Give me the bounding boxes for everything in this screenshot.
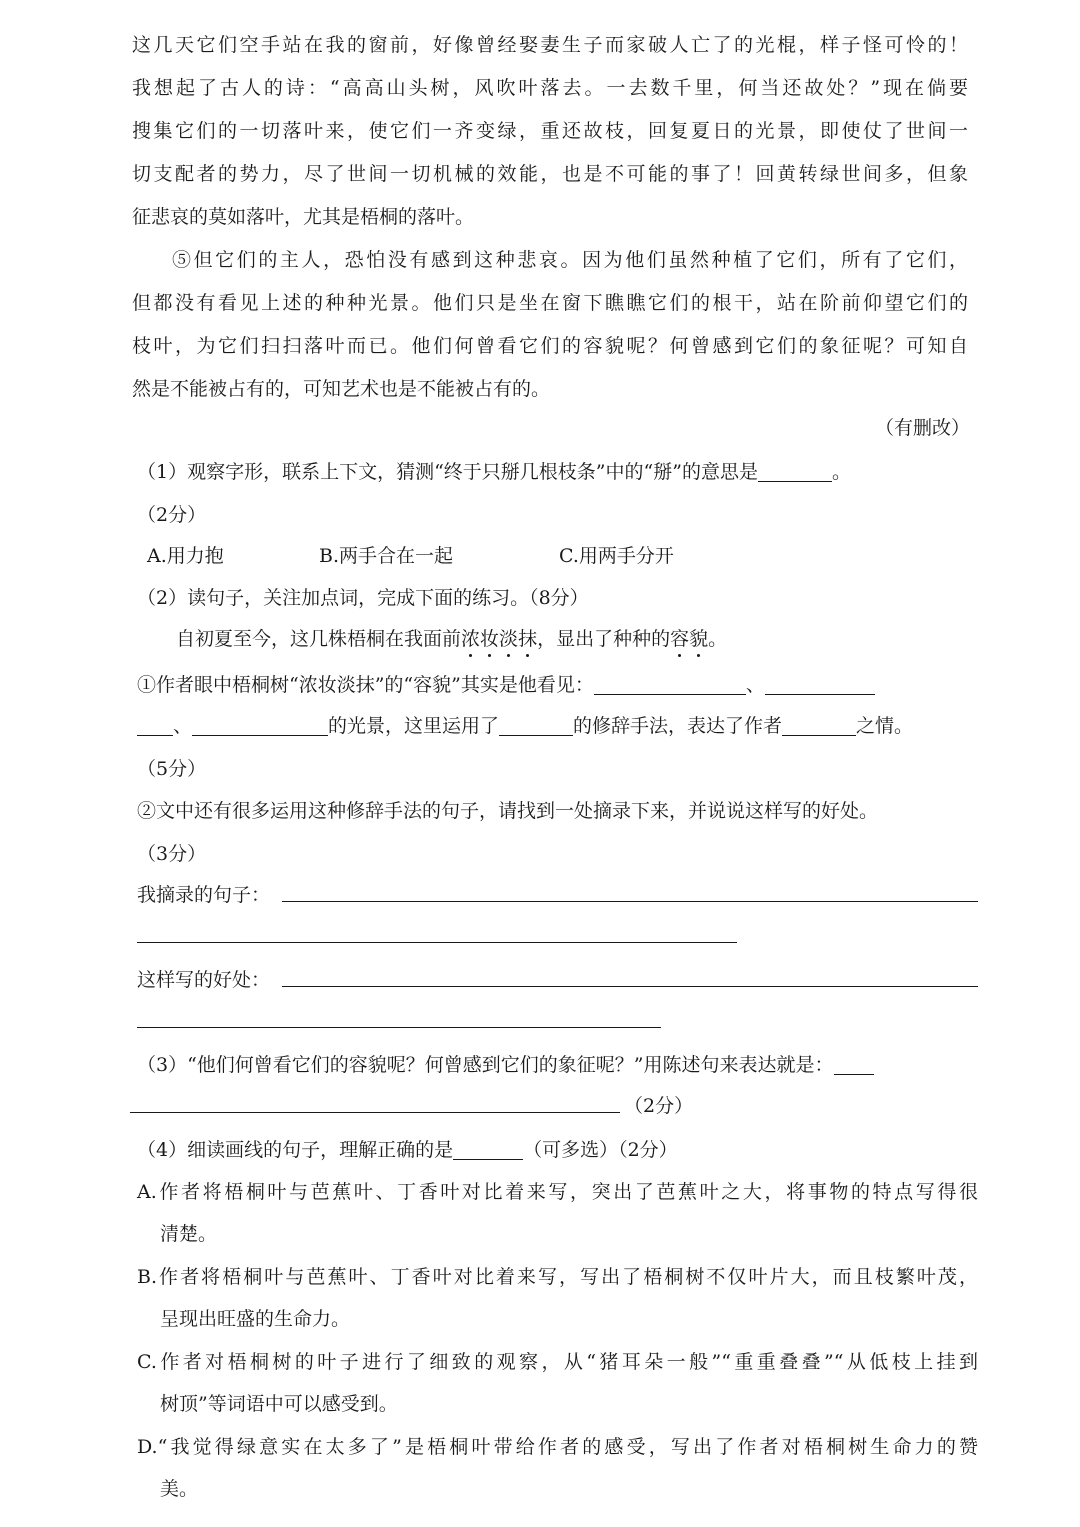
question-4-option-d: D.“我觉得绿意实在太多了”是梧桐叶带给作者的感受，写出了作者对梧桐树生命力的赞: [137, 1436, 978, 1458]
question-4-stem: （4）细读画线的句子，理解正确的是 （可多选）（2分）: [137, 1139, 678, 1161]
paragraph-5-line: 但都没有看见上述的种种光景。他们只是坐在窗下瞧瞧它们的根干，站在阶前仰望它们的: [132, 292, 968, 314]
question-2-sub1: ①作者眼中梧桐树“浓妆淡抹”的“容貌”其实是他看见： 、: [137, 670, 875, 697]
passage-line: 这几天它们空手站在我的窗前，好像曾经娶妻生子而家破人亡了的光棍，样子怪可怜的！: [132, 34, 968, 56]
question-4-option-c: C.作者对梧桐树的叶子进行了细致的观察，从“猪耳朵一般”“重重叠叠”“从低枝上挂到: [137, 1351, 978, 1373]
question-2-sub1-cont: 、 的光景，这里运用了 的修辞手法，表达了作者 之情。: [137, 711, 913, 738]
answer-blank[interactable]: [499, 713, 573, 736]
question-3-score: （2分）: [624, 1095, 694, 1117]
question-2-sub2-score: （3分）: [137, 843, 207, 865]
question-4-option-b: B.作者将梧桐叶与芭蕉叶、丁香叶对比着来写，写出了梧桐树不仅叶片大，而且枝繁叶茂，: [137, 1266, 978, 1288]
abridged-note: （有删改）: [874, 417, 970, 439]
answer-blank[interactable]: [192, 713, 328, 736]
answer-blank[interactable]: [137, 713, 173, 736]
question-4-option-a: A.作者将梧桐叶与芭蕉叶、丁香叶对比着来写，突出了芭蕉叶之大，将事物的特点写得很: [137, 1181, 978, 1203]
question-1-options: [147, 541, 674, 568]
answer-blank[interactable]: [758, 459, 832, 482]
question-4-option-a-cont: 清楚。: [160, 1223, 218, 1245]
paragraph-5-line: 然是不能被占有的，可知艺术也是不能被占有的。: [132, 378, 551, 400]
passage-line: 切支配者的势力，尽了世间一切机械的效能，也是不可能的事了！回黄转绿世间多，但象: [132, 163, 968, 185]
question-4-option-d-cont: 美。: [160, 1478, 199, 1500]
question-2-sub1-score: （5分）: [137, 758, 207, 780]
question-1-stem: （1）观察字形，联系上下文，猜测“终于只掰几根枝条”中的“掰”的意思是 。: [137, 461, 851, 483]
benefit-line[interactable]: [137, 1027, 661, 1028]
question-4-option-c-cont: 树顶”等词语中可以感受到。: [160, 1393, 398, 1415]
excerpt-line[interactable]: [137, 942, 737, 943]
passage-line: 搜集它们的一切落叶来，使它们一齐变绿，重还故枝，回复夏日的光景，即使仗了世间一: [132, 120, 968, 142]
question-3-stem: （3）“他们何曾看它们的容貌呢？何曾感到它们的象征呢？”用陈述句来表达就是：: [137, 1050, 874, 1077]
question-4-option-b-cont: 呈现出旺盛的生命力。: [160, 1308, 351, 1330]
benefit-line[interactable]: [282, 986, 978, 987]
answer-blank[interactable]: [765, 672, 875, 695]
answer-blank[interactable]: [453, 1137, 523, 1160]
question-2-stem: （2）读句子，关注加点词，完成下面的练习。（8分）: [137, 587, 589, 609]
option-a: A.用力抱: [147, 545, 224, 567]
passage-line: 我想起了古人的诗：“高高山头树，风吹叶落去。一去数千里，何当还故处？”现在倘要: [132, 77, 968, 99]
answer-blank[interactable]: [834, 1052, 874, 1075]
passage-line: 征悲哀的莫如落叶，尤其是梧桐的落叶。: [132, 206, 475, 228]
option-b: B.两手合在一起: [319, 545, 454, 567]
option-c: C.用两手分开: [559, 545, 674, 567]
question-3-answer-line[interactable]: [130, 1112, 620, 1113]
answer-blank[interactable]: [782, 713, 856, 736]
excerpt-label: 我摘录的句子：: [137, 884, 271, 906]
paragraph-5-line: 枝叶，为它们扫扫落叶而已。他们何曾看它们的容貌呢？何曾感到它们的象征呢？可知自: [132, 335, 968, 357]
answer-blank[interactable]: [594, 672, 746, 695]
question-1-score: （2分）: [137, 504, 207, 526]
paragraph-5-line: ⑤但它们的主人，恐怕没有感到这种悲哀。因为他们虽然种植了它们，所有了它们，: [172, 249, 968, 271]
benefit-label: 这样写的好处：: [137, 969, 271, 991]
question-2-sub2: ②文中还有很多运用这种修辞手法的句子，请找到一处摘录下来，并说说这样写的好处。: [137, 800, 879, 822]
question-2-sentence: 自初夏至今，这几株梧桐在我面前浓妆淡抹，显出了种种的容貌。: [176, 624, 727, 651]
excerpt-line[interactable]: [282, 901, 978, 902]
